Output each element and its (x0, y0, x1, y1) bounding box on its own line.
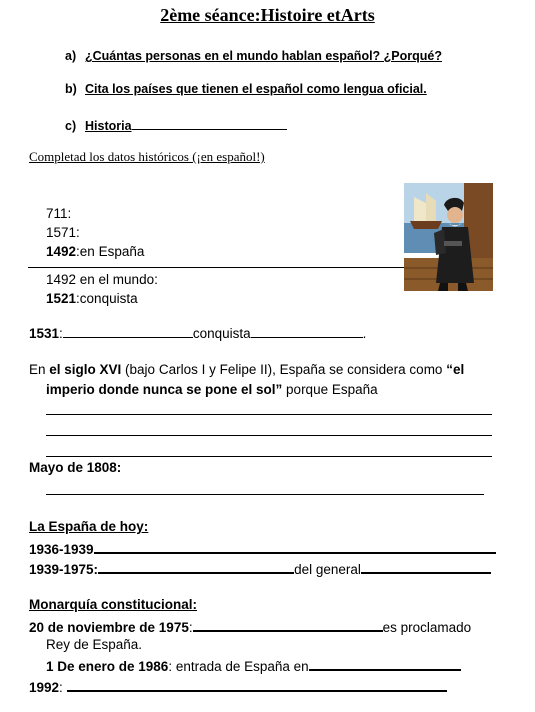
answer-line[interactable] (46, 414, 492, 415)
period-text: . (362, 326, 367, 341)
question-text: Cita los países que tienen el español como lengua oficial. (85, 82, 427, 96)
answer-blank[interactable] (361, 559, 491, 574)
answer-blank[interactable] (309, 656, 461, 671)
monarquia-heading: Monarquía constitucional: (29, 597, 198, 612)
timeline-1492-world: 1492 en el mundo: (46, 272, 158, 287)
year-label: 1521 (46, 291, 77, 306)
siglo-bold: “el (446, 362, 465, 377)
year-label: 1992 (29, 680, 60, 695)
answer-blank[interactable] (251, 324, 363, 338)
answer-blank[interactable] (132, 116, 287, 130)
row-1939-1975 (29, 559, 491, 577)
siglo-bold: imperio donde nunca se pone el sol” (46, 382, 283, 397)
answer-blank[interactable] (94, 539, 496, 554)
timeline-text: :en España (76, 244, 145, 259)
question-label: b) (65, 82, 77, 96)
espana-hoy-heading: La España de hoy: (29, 519, 149, 534)
timeline-1492-spain (46, 244, 144, 259)
row-1-enero-1986 (46, 656, 461, 674)
siglo-text: (bajo Carlos I y Felipe II), España se considera como (121, 362, 447, 377)
row-1936-1939 (29, 539, 496, 557)
year-range-label: 1939-1975: (29, 562, 99, 577)
question-b (65, 82, 427, 96)
date-label: 20 de noviembre de 1975 (29, 620, 189, 635)
colon-text: : (188, 620, 193, 635)
page-title: 2ème séance:Histoire etArts (160, 5, 375, 25)
answer-line[interactable] (46, 494, 484, 495)
siglo-paragraph-line1 (29, 362, 464, 377)
question-text: ¿Cuántas personas en el mundo hablan español? ¿Porqué? (85, 49, 442, 63)
answer-blank[interactable] (67, 677, 447, 692)
rey-de-espana-text: Rey de España. (46, 637, 143, 652)
siglo-text: porque España (282, 382, 378, 397)
instruction-text: Completad los datos históricos (¡en español!) (29, 149, 265, 164)
timeline-711: 711: (46, 206, 72, 221)
ship-explorer-illustration-icon (404, 183, 493, 291)
line-1531 (29, 324, 366, 341)
answer-line[interactable] (46, 456, 492, 457)
year-label: 1492 (46, 244, 77, 259)
timeline-text: :conquista (76, 291, 138, 306)
answer-blank[interactable] (98, 559, 294, 574)
question-c (65, 116, 287, 133)
proclamado-text: es proclamado (382, 620, 472, 635)
date-label: 1 De enero de 1986 (46, 659, 169, 674)
general-text: del general (294, 562, 361, 577)
row-20-nov-1975 (29, 617, 471, 635)
answer-blank[interactable] (193, 617, 383, 632)
siglo-paragraph-line2 (46, 382, 378, 397)
answer-line[interactable] (46, 435, 492, 436)
siglo-text: En (29, 362, 50, 377)
colon-text: : (59, 326, 63, 341)
divider-line (28, 267, 404, 268)
row-1992 (29, 677, 447, 695)
entrada-text: : entrada de España en (168, 659, 309, 674)
timeline-1521 (46, 291, 138, 306)
year-range-label: 1936-1939 (29, 542, 94, 557)
colon-text: : (59, 680, 67, 695)
question-a (65, 49, 442, 63)
siglo-bold: el siglo XVI (49, 362, 122, 377)
answer-blank[interactable] (63, 324, 193, 338)
timeline-1571: 1571: (46, 225, 80, 240)
question-label: c) (65, 119, 77, 133)
conquista-text: conquista (192, 326, 251, 341)
question-text: Historia (85, 119, 132, 133)
mayo-1808-label: Mayo de 1808: (29, 460, 122, 475)
question-label: a) (65, 49, 77, 63)
year-label: 1531 (29, 326, 60, 341)
